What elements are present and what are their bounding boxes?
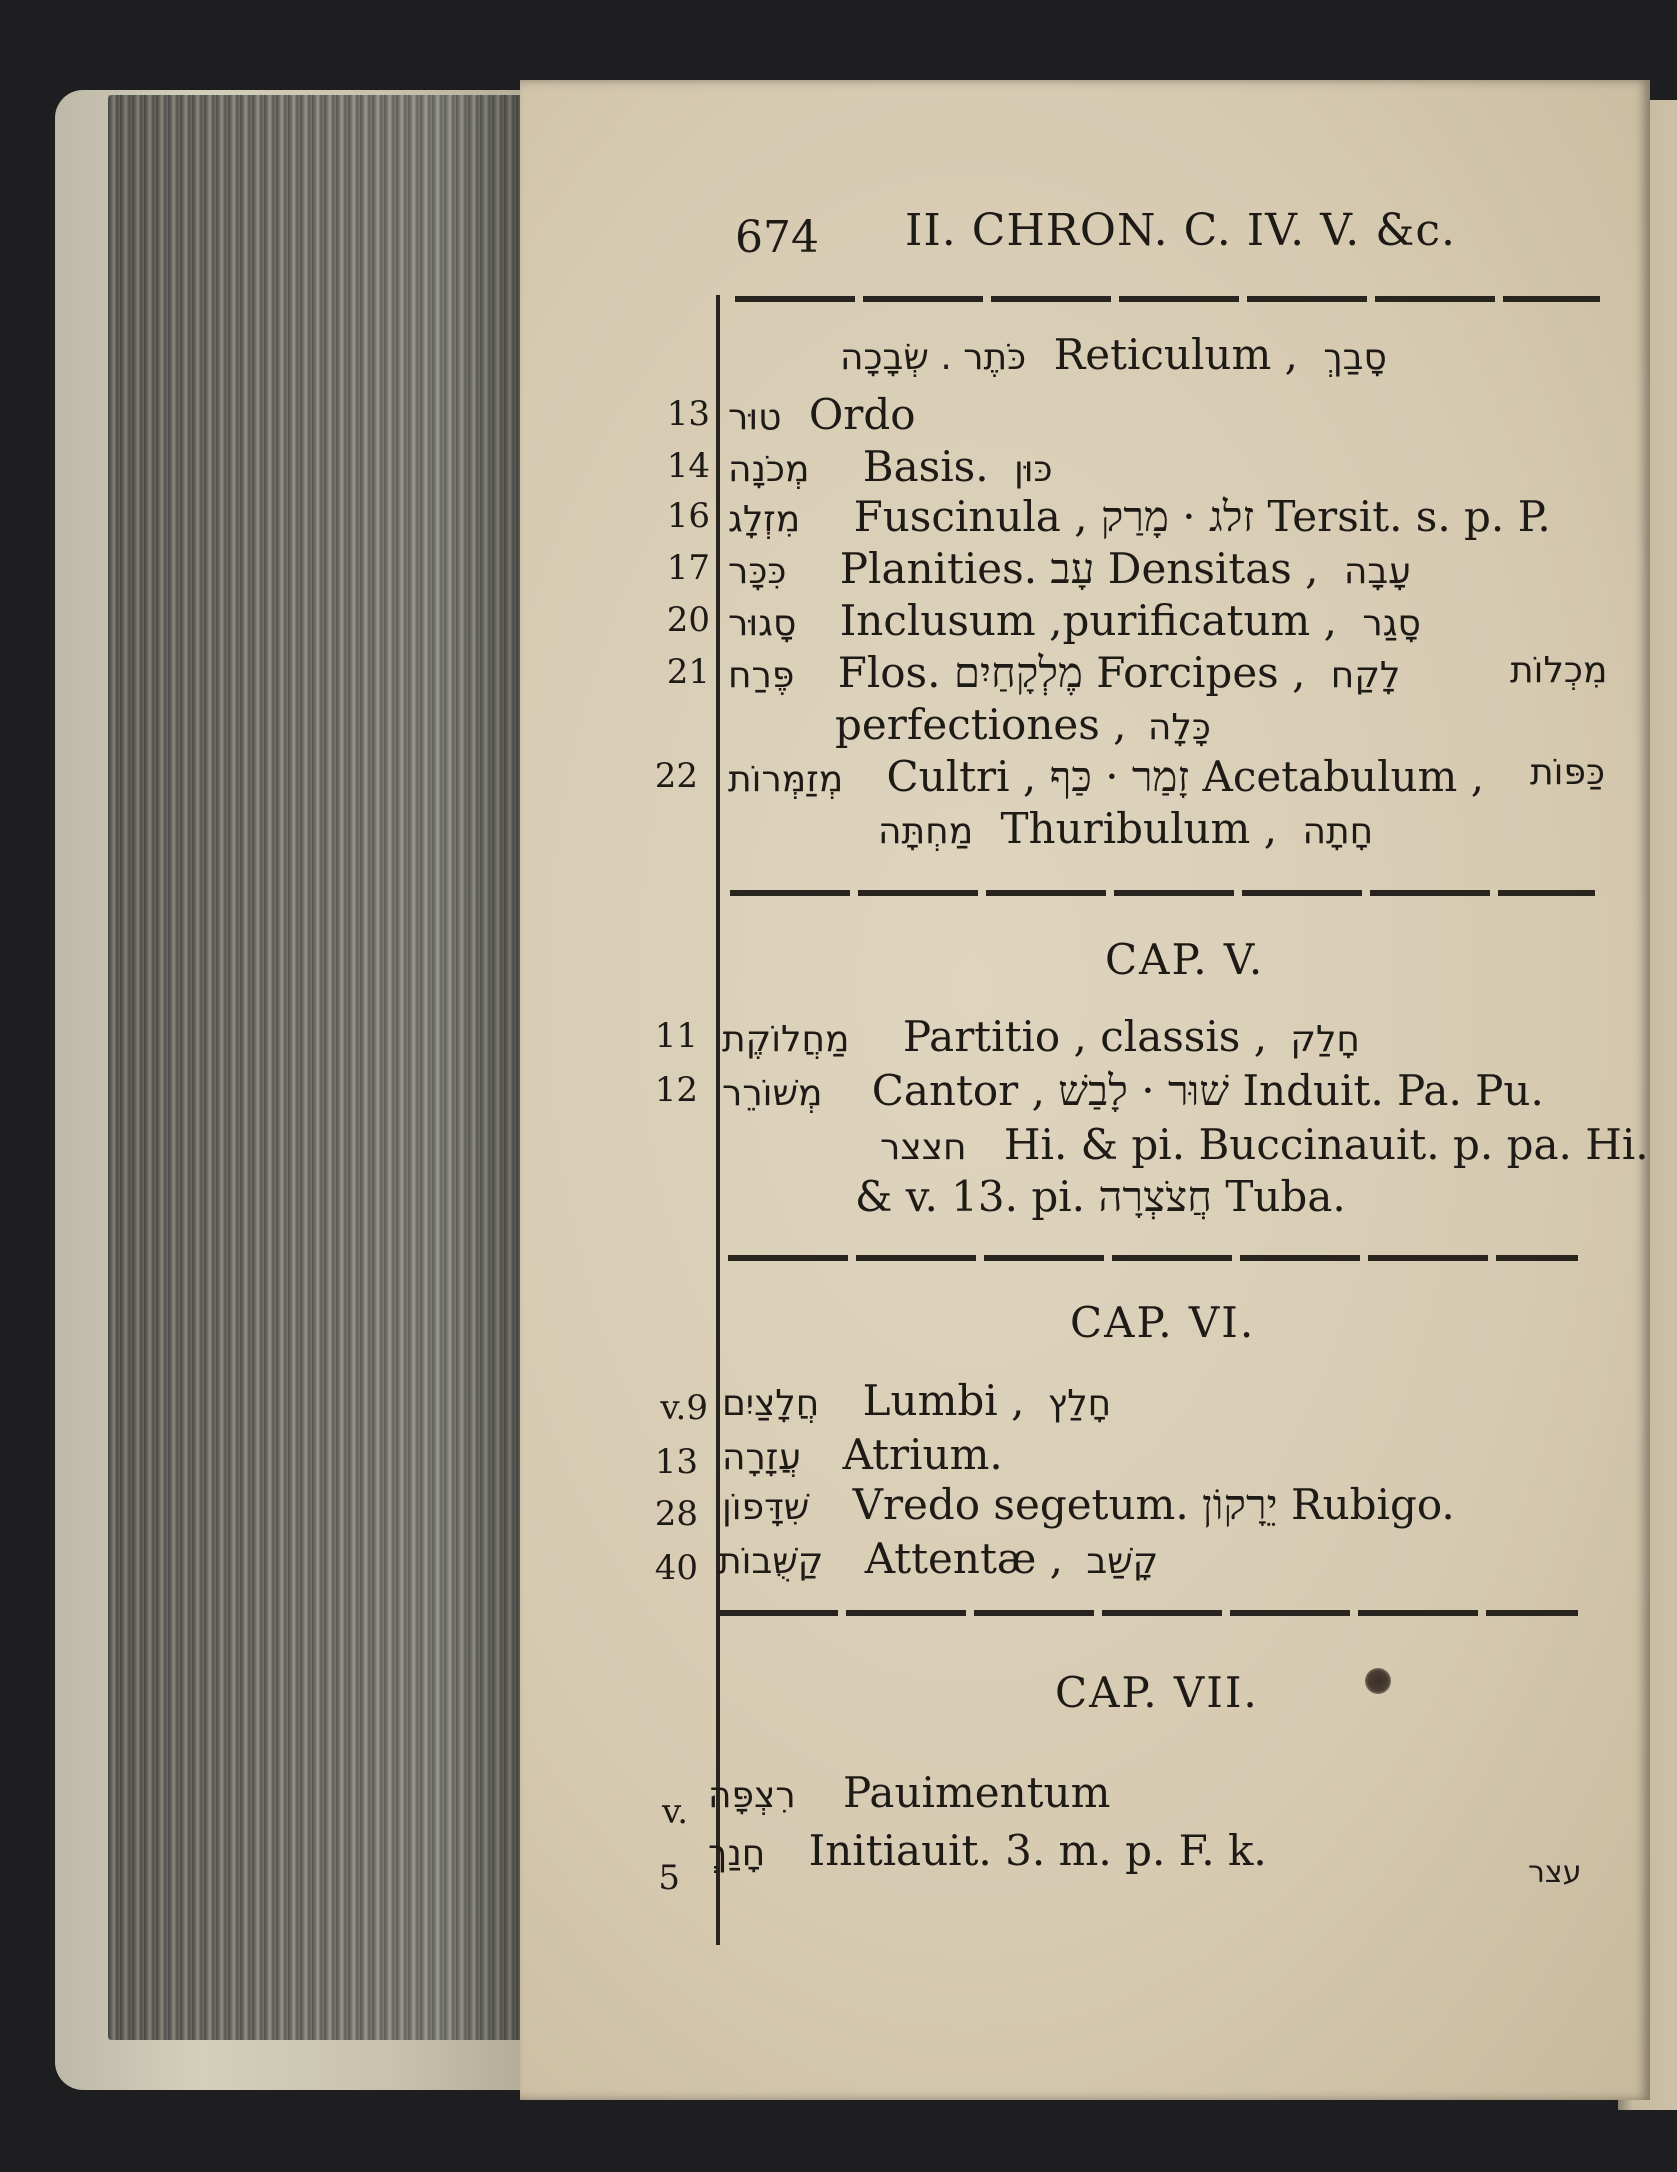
verse-number: 12 (654, 1070, 698, 1110)
hebrew-root: חָלַק (1290, 1019, 1360, 1060)
verse-number: 5 (658, 1858, 680, 1898)
hebrew-root: עָבָה (1343, 551, 1412, 592)
chapter-heading: CAP. VI. (1070, 1298, 1256, 1347)
hebrew-root: כּוּן (1013, 449, 1053, 490)
chapter-heading: CAP. V. (1105, 935, 1265, 984)
hebrew-term: רִצְפָּה (708, 1775, 796, 1816)
latin-gloss: Cultri , זָמַר · כַּף Acetabulum , (886, 752, 1485, 801)
latin-gloss: Ordo (808, 390, 916, 439)
list-item (728, 390, 916, 439)
latin-gloss: Pauimentum (843, 1768, 1111, 1817)
latin-gloss: Attentæ , (864, 1534, 1063, 1583)
list-item (840, 330, 1387, 379)
hebrew-term: מַחֲלוֹקֶת (722, 1019, 850, 1060)
list-item (728, 442, 1053, 491)
latin-gloss: Hi. & pi. Buccinauit. p. pa. Hi. (1003, 1120, 1649, 1169)
hebrew-root: חָתָה (1302, 811, 1374, 852)
verse-number: 17 (666, 548, 710, 588)
section-rule (718, 1610, 1578, 1616)
latin-gloss: Thuribulum , (1000, 804, 1278, 853)
hebrew-term: עֲזָרָה (722, 1437, 802, 1478)
list-item (728, 492, 1551, 542)
hebrew-term: כִּכָּר (728, 551, 787, 592)
hebrew-term: כֹּתֶר . שְׂבָכָה (840, 337, 1027, 378)
list-item (728, 596, 1421, 645)
section-rule (728, 1255, 1578, 1261)
hebrew-root: סָבַךְ (1323, 337, 1387, 378)
latin-gloss: Flos. מֶלְקָחַיִם Forcipes , (837, 648, 1306, 697)
list-item (855, 1172, 1346, 1222)
latin-gloss: Atrium. (842, 1430, 1003, 1479)
page-edges-shade (108, 95, 528, 2040)
hebrew-term: מִזְלָג (728, 499, 801, 540)
hebrew-root: קָשַׁב (1086, 1541, 1159, 1582)
verse-number: 14 (666, 446, 710, 486)
latin-gloss: Partitio , classis , (902, 1012, 1268, 1061)
verse-number: 22 (654, 756, 698, 796)
verse-number: 16 (666, 496, 710, 536)
list-item (708, 1826, 1267, 1875)
list-item (728, 752, 1484, 802)
list-item (728, 544, 1411, 594)
list-item (880, 1120, 1649, 1169)
chapter-heading: CAP. VII. (1055, 1668, 1259, 1717)
hebrew-term: פֶּרַח (728, 655, 795, 696)
hebrew-term: קַשֻּׁבוֹת (718, 1541, 824, 1582)
latin-gloss: Inclusum ,purificatum , (839, 596, 1337, 645)
header-rule (735, 296, 1600, 302)
latin-gloss: perfectiones , (835, 700, 1127, 749)
catchword: עצר (1528, 1855, 1582, 1890)
hebrew-term-margin: כַּפּוֹת (1530, 752, 1605, 793)
list-item (708, 1768, 1110, 1817)
list-item (878, 804, 1373, 853)
margin-rule (716, 295, 720, 1945)
latin-gloss: Fuscinula , זלג · מָרַק Tersit. s. p. P. (853, 492, 1551, 541)
hebrew-root: לָקַח (1330, 655, 1401, 696)
hebrew-term: מְשׁוֹרֵר (722, 1073, 823, 1114)
list-item (835, 700, 1211, 749)
hebrew-term: שִׁדָּפוֹן (722, 1487, 810, 1528)
hebrew-root: סָגַר (1362, 603, 1421, 644)
list-item (722, 1480, 1455, 1530)
list-item (728, 648, 1400, 698)
hebrew-term: טוּר (728, 397, 782, 438)
hebrew-term: סָגוּר (728, 603, 797, 644)
list-item (722, 1012, 1360, 1061)
hebrew-term: חֲלָצַיִם (722, 1383, 820, 1424)
list-item (722, 1376, 1111, 1425)
hebrew-term: מְכֹנָה (728, 449, 810, 490)
hebrew-term: מְזַמְּרוֹת (728, 759, 844, 800)
verse-number: 21 (666, 652, 710, 692)
hebrew-term: מַחְתָּה (878, 811, 974, 852)
hebrew-term-margin: מִכְלוֹת (1510, 650, 1608, 691)
verse-number: 20 (666, 600, 710, 640)
list-item (722, 1066, 1544, 1116)
verse-number: 13 (666, 394, 710, 434)
hebrew-term: חצצר (880, 1127, 967, 1168)
list-item (722, 1430, 1003, 1479)
hebrew-root: חָלַץ (1047, 1383, 1112, 1424)
verse-number: v.9 (660, 1388, 708, 1428)
latin-gloss: Planities. עָב Densitas , (839, 544, 1319, 593)
latin-gloss: Reticulum , (1053, 330, 1298, 379)
verse-number: 11 (654, 1016, 698, 1056)
verse-number: v. (662, 1792, 688, 1832)
latin-gloss: & v. 13. pi. חֲצֹצְרָה Tuba. (855, 1172, 1346, 1221)
running-head: II. CHRON. C. IV. V. &c. (905, 205, 1456, 256)
verse-number: 28 (654, 1494, 698, 1534)
ink-stain (1365, 1668, 1391, 1694)
page-number: 674 (735, 212, 819, 263)
hebrew-term: חָנַךְ (708, 1833, 766, 1874)
section-rule (730, 890, 1595, 896)
verse-number: 13 (654, 1442, 698, 1482)
list-item (718, 1534, 1158, 1583)
latin-gloss: Basis. (862, 442, 989, 491)
latin-gloss: Vredo segetum. יֵרָקוֹן Rubigo. (852, 1480, 1455, 1529)
latin-gloss: Lumbi , (862, 1376, 1025, 1425)
latin-gloss: Initiauit. 3. m. p. F. k. (808, 1826, 1267, 1875)
hebrew-root: כָּלָה (1147, 707, 1211, 748)
verse-number: 40 (654, 1548, 698, 1588)
latin-gloss: Cantor , שׁוּר · לָבַשׁ Induit. Pa. Pu. (871, 1066, 1544, 1115)
